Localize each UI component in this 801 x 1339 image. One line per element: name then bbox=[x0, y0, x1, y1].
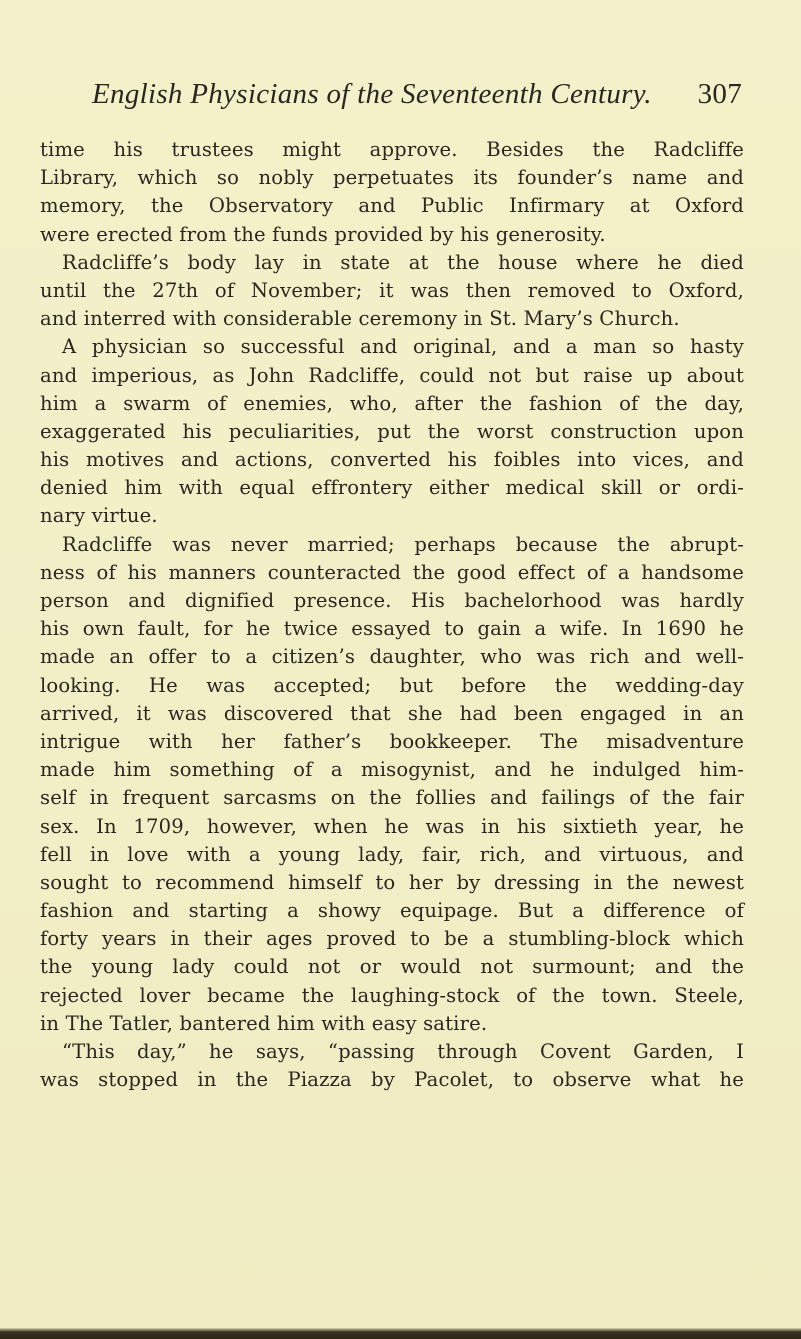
text-line: sought to recommend himself to her by dressing in the newest bbox=[40, 870, 744, 894]
text-line: until the 27th of November; it was then removed to Oxford, bbox=[40, 278, 744, 302]
text-line: rejected lover became the laughing-stock of the town. Steele, bbox=[40, 983, 744, 1007]
text-line: Radcliffe was never married; perhaps because the abrupt- bbox=[62, 532, 744, 556]
text-line: nary virtue. bbox=[40, 504, 158, 528]
text-line: Radcliffe’s body lay in state at the house where he died bbox=[62, 250, 744, 274]
text-line: time his trustees might approve. Besides the Radcliffe bbox=[40, 138, 744, 161]
text-line: were erected from the funds provided by his generosity. bbox=[40, 222, 606, 246]
text-line: person and dignified presence. His bachelorhood was hardly bbox=[40, 589, 744, 612]
text-line: his own fault, for he twice essayed to gain a wife. In 1690 he bbox=[40, 617, 744, 641]
page-edge-shadow bbox=[0, 1328, 801, 1339]
text-line: in The Tatler, bantered him with easy satire. bbox=[40, 1011, 488, 1035]
text-line: denied him with equal effrontery either medical skill or ordi- bbox=[40, 476, 744, 500]
text-line: self in frequent sarcasms on the follies and failings of the fair bbox=[40, 786, 744, 810]
text-line: fashion and starting a showy equipage. But a difference of bbox=[40, 899, 744, 923]
page-number: 307 bbox=[697, 78, 742, 110]
text-line: forty years in their ages proved to be a stumbling-block which bbox=[40, 927, 744, 951]
text-line: was stopped in the Piazza by Pacolet, to observe what he bbox=[40, 1068, 744, 1092]
text-line: sex. In 1709, however, when he was in his sixtieth year, he bbox=[40, 814, 744, 838]
text-line: ness of his manners counteracted the good effect of a handsome bbox=[40, 560, 744, 584]
text-line: and interred with considerable ceremony in St. Mary’s Church. bbox=[40, 307, 680, 331]
text-line: exaggerated his peculiarities, put the worst construction upon bbox=[40, 419, 744, 443]
text-line: and imperious, as John Radcliffe, could not but raise up about bbox=[40, 363, 744, 387]
text-line: fell in love with a young lady, fair, rich, and virtuous, and bbox=[40, 842, 744, 866]
text-line: made him something of a misogynist, and he indulged him- bbox=[40, 758, 744, 782]
text-line: intrigue with her father’s bookkeeper. The misadventure bbox=[40, 729, 744, 753]
text-line: the young lady could not or would not surmount; and the bbox=[40, 955, 744, 979]
text-line: looking. He was accepted; but before the wedding-day bbox=[40, 673, 744, 697]
text-line: arrived, it was discovered that she had been engaged in an bbox=[40, 701, 744, 725]
text-line: made an offer to a citizen’s daughter, who was rich and well- bbox=[40, 645, 744, 669]
text-line: his motives and actions, converted his foibles into vices, and bbox=[40, 448, 744, 472]
text-line: A physician so successful and original, and a man so hasty bbox=[62, 335, 744, 359]
body-text bbox=[40, 136, 744, 1094]
text-line: Library, which so nobly perpetuates its founder’s name and bbox=[40, 166, 744, 190]
text-line: him a swarm of enemies, who, after the fashion of the day, bbox=[40, 391, 744, 415]
running-title: English Physicians of the Seventeenth Century. bbox=[92, 78, 652, 110]
text-line: memory, the Observatory and Public Infirmary at Oxford bbox=[40, 194, 744, 218]
text-line: “This day,” he says, “passing through Covent Garden, I bbox=[62, 1040, 744, 1063]
page-header bbox=[92, 78, 742, 118]
